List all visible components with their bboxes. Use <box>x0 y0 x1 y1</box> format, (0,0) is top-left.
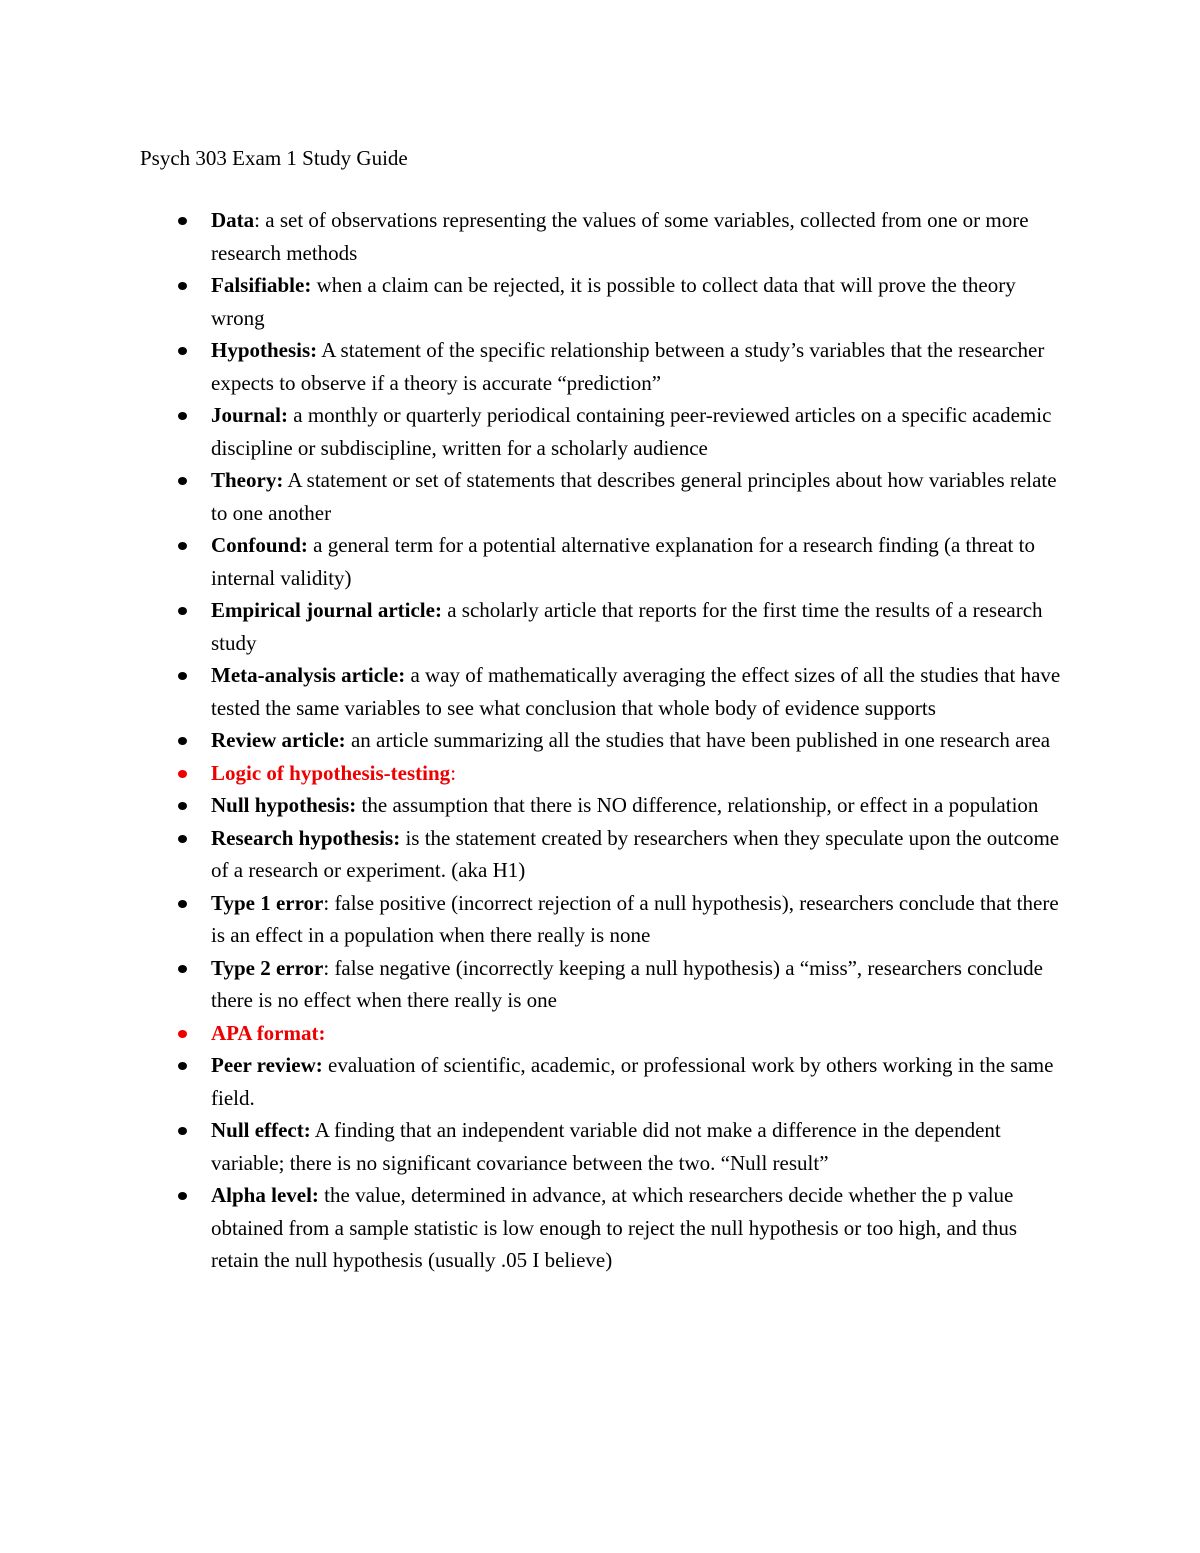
bullet-icon <box>178 835 187 843</box>
term-name: Data <box>211 208 255 232</box>
term-name: Falsifiable: <box>211 273 312 297</box>
list-item <box>0 1114 1066 1179</box>
term-definition: A statement or set of statements that describes general principles about how variables relate to one another <box>211 468 1057 525</box>
term-definition: : a set of observations representing the values of some variables, collected from one or more research methods <box>211 208 1029 265</box>
term-name: Null effect: <box>211 1118 311 1142</box>
term-name: Confound: <box>211 533 308 557</box>
term-name: Empirical journal article: <box>211 598 442 622</box>
term-name: Theory: <box>211 468 284 492</box>
list-item <box>0 269 1066 334</box>
list-item <box>0 887 1066 952</box>
list-item <box>0 724 1066 757</box>
term-definition: : false negative (incorrectly keeping a null hypothesis) a “miss”, researchers conclude there is no effect when there really is one <box>211 955 1043 1012</box>
term-definition: A finding that an independent variable did not make a difference in the dependent variable; there is no significant covariance between the two. “Null result” <box>211 1118 1001 1175</box>
term-definition: : false positive (incorrect rejection of a null hypothesis), researchers conclude that there is an effect in a population when there really is none <box>211 890 1059 947</box>
term-name: Alpha level: <box>211 1183 319 1207</box>
term-definition: when a claim can be rejected, it is possible to collect data that will prove the theory wrong <box>211 273 1016 330</box>
list-item <box>0 334 1066 399</box>
term-name: Research hypothesis: <box>211 825 401 850</box>
bullet-icon <box>178 672 187 680</box>
term-name: Type 1 error <box>211 890 324 915</box>
list-item <box>0 1017 1066 1050</box>
term-definition: an article summarizing all the studies that have been published in one research area <box>345 728 1051 752</box>
bullet-icon <box>178 1062 187 1070</box>
bullet-icon <box>178 965 187 973</box>
bullet-icon <box>178 900 187 908</box>
bullet-icon <box>178 770 187 778</box>
term-definition: a scholarly article that reports for the first time the results of a research study <box>211 598 1043 655</box>
term-definition: a way of mathematically averaging the effect sizes of all the studies that have tested the same variables to see what conclusion that whole body of evidence supports <box>211 663 1061 720</box>
term-name: Logic of hypothesis-testing <box>211 760 451 785</box>
bullet-icon <box>178 1030 187 1038</box>
bullet-icon <box>178 282 187 290</box>
term-name: Type 2 error <box>211 955 324 980</box>
term-definition: A statement of the specific relationship between a study’s variables that the researcher expects to observe if a theory is accurate “prediction” <box>211 338 1045 395</box>
list-item <box>0 464 1066 529</box>
term-definition: the value, determined in advance, at which researchers decide whether the p value obtained from a sample statistic is low enough to reject the null hypothesis or too high, and thus retain the null hypothesis (usually .05 I believe) <box>211 1183 1018 1272</box>
term-definition: a general term for a potential alternative explanation for a research finding (a threat to internal validity) <box>211 533 1035 590</box>
list-item <box>0 399 1066 464</box>
list-item <box>0 1179 1066 1277</box>
list-item <box>0 952 1066 1017</box>
term-definition: is the statement created by researchers when they speculate upon the outcome of a research or experiment. (aka H1) <box>211 825 1060 882</box>
list-item <box>0 822 1066 887</box>
list-item <box>0 659 1066 724</box>
term-name: Null hypothesis: <box>211 793 357 817</box>
term-name: Review article: <box>211 728 346 752</box>
bullet-icon <box>178 217 187 225</box>
list-item <box>0 594 1066 659</box>
bullet-icon <box>178 1192 187 1200</box>
term-list <box>0 204 1200 1277</box>
document-title: Psych 303 Exam 1 Study Guide <box>140 146 408 170</box>
term-name: APA format: <box>211 1020 326 1045</box>
list-item <box>0 1049 1066 1114</box>
term-definition: evaluation of scientific, academic, or professional work by others working in the same field. <box>211 1053 1054 1110</box>
term-definition: : <box>450 760 457 785</box>
list-item <box>0 204 1066 269</box>
term-name: Hypothesis: <box>211 338 318 362</box>
term-name: Meta-analysis article: <box>211 663 406 687</box>
bullet-icon <box>178 542 187 550</box>
bullet-icon <box>178 412 187 420</box>
bullet-icon <box>178 802 187 810</box>
bullet-icon <box>178 1127 187 1135</box>
term-name: Peer review: <box>211 1053 323 1077</box>
term-name: Journal: <box>211 403 289 427</box>
bullet-icon <box>178 607 187 615</box>
bullet-icon <box>178 737 187 745</box>
list-item <box>0 529 1066 594</box>
list-item <box>0 789 1066 822</box>
list-item <box>0 757 1066 790</box>
term-definition: a monthly or quarterly periodical containing peer-reviewed articles on a specific academic discipline or subdiscipline, written for a scholarly audience <box>211 403 1052 460</box>
term-definition: the assumption that there is NO difference, relationship, or effect in a population <box>356 793 1039 817</box>
bullet-icon <box>178 477 187 485</box>
bullet-icon <box>178 347 187 355</box>
